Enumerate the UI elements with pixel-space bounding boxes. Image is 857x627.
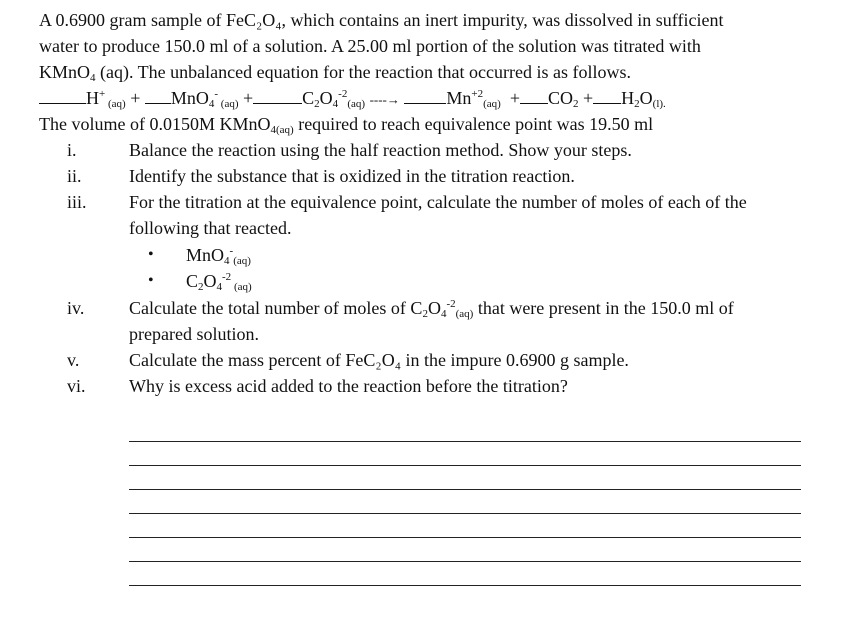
coefficient-blank[interactable] — [520, 86, 548, 104]
answer-line[interactable] — [129, 561, 801, 562]
question-v-text: Calculate the mass percent of FeC₂O₄ in the impure 0.6900 g sample. — [129, 350, 629, 370]
question-number-v: v. — [67, 350, 80, 370]
reaction-arrow: ----→ — [369, 92, 400, 107]
question-number-i: i. — [67, 140, 77, 160]
question-iv-text: Calculate the total number of moles of $C_2O_4^{-2}_{(aq)}$ that were present in the 150.0 ml of — [129, 298, 734, 320]
question-i-text: Balance the reaction using the half reaction method. Show your steps. — [129, 140, 632, 160]
answer-line[interactable] — [129, 441, 801, 442]
question-number-iii: iii. — [67, 192, 87, 212]
unbalanced-equation: H+ $_{(aq)}$ + MnO$_4$- $_{(aq)} + C_2O_4^{-2}_{(aq)}$ ----→ $Mn^{+2}_{(aq)} + CO_2 + H_2O_{(l).}$ — [39, 86, 666, 112]
coefficient-blank[interactable] — [593, 86, 621, 104]
coefficient-blank[interactable] — [145, 86, 171, 104]
question-number-ii: ii. — [67, 166, 82, 186]
question-vi-text: Why is excess acid added to the reaction before the titration? — [129, 376, 568, 396]
question-number-vi: vi. — [67, 376, 86, 396]
question-number-iv: iv. — [67, 298, 85, 318]
coefficient-blank[interactable] — [404, 86, 446, 104]
intro-line-3: KMnO$_4$ (aq). The unbalanced equation for the reaction that occurred is as follows. — [39, 62, 631, 84]
answer-line[interactable] — [129, 513, 801, 514]
question-ii-text: Identify the substance that is oxidized in the titration reaction. — [129, 166, 575, 186]
bullet-oxalate: $C_2O_4^{-2}$ $_{(aq)}$ — [186, 271, 252, 293]
question-iii-text: For the titration at the equivalence point, calculate the number of moles of each of the — [129, 192, 747, 212]
answer-line[interactable] — [129, 465, 801, 466]
volume-line: The volume of 0.0150M KMnO$_{4(aq)}$ required to reach equivalence point was 19.50 ml — [39, 114, 654, 136]
question-iii-text-cont: following that reacted. — [129, 218, 292, 238]
answer-line[interactable] — [129, 585, 801, 586]
question-iv-text-cont: prepared solution. — [129, 324, 259, 344]
intro-line-1: A 0.6900 gram sample of FeC₂O₄, which contains an inert impurity, was dissolved in sufficient — [39, 10, 724, 30]
bullet-icon: • — [148, 246, 154, 263]
answer-line[interactable] — [129, 489, 801, 490]
bullet-icon: • — [148, 272, 154, 289]
bullet-permanganate: MnO$_4$-$_{(aq)}$ — [186, 245, 251, 267]
coefficient-blank[interactable] — [39, 86, 86, 104]
answer-line[interactable] — [129, 537, 801, 538]
coefficient-blank[interactable] — [253, 86, 302, 104]
intro-line-2: water to produce 150.0 ml of a solution. A 25.00 ml portion of the solution was titrated with — [39, 36, 701, 56]
